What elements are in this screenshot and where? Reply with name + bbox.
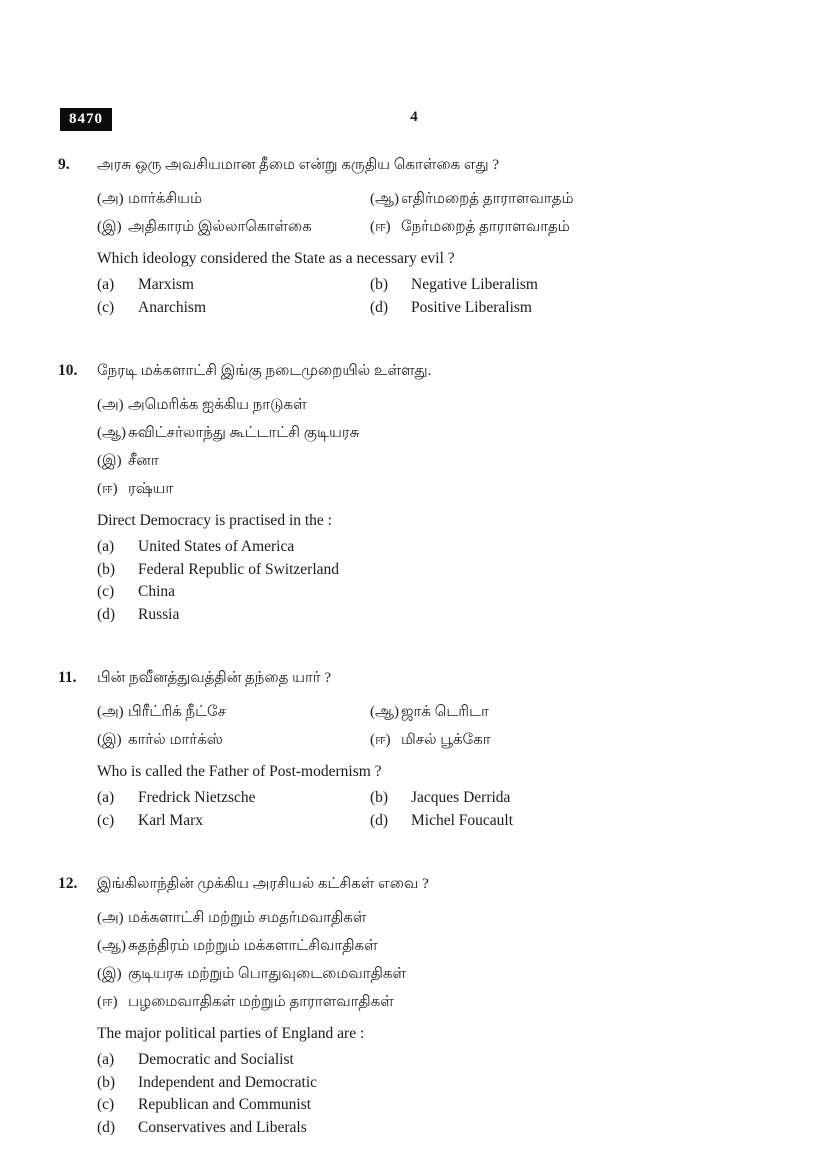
option-label: (b) bbox=[370, 789, 389, 806]
option bbox=[97, 536, 770, 559]
question-body bbox=[97, 154, 770, 319]
option-label: (அ) bbox=[97, 910, 124, 926]
question-number: 11. bbox=[58, 669, 77, 686]
option bbox=[97, 988, 770, 1016]
option-text: Karl Marx bbox=[138, 811, 203, 829]
option-label: (b) bbox=[370, 276, 389, 293]
option bbox=[97, 447, 770, 475]
option bbox=[97, 213, 370, 241]
english-options bbox=[97, 1049, 770, 1139]
tamil-options bbox=[97, 391, 770, 503]
option-label: (ஈ) bbox=[370, 732, 391, 748]
option-label: (d) bbox=[370, 811, 389, 829]
option-text: சுதந்திரம் மற்றும் மக்களாட்சிவாதிகள் bbox=[128, 938, 378, 954]
tamil-options bbox=[97, 698, 770, 754]
page-number: 4 bbox=[410, 109, 418, 125]
option-text: Federal Republic of Switzerland bbox=[138, 560, 340, 578]
option-text: மிசல் பூக்கோ bbox=[401, 732, 491, 748]
question-body bbox=[97, 667, 770, 832]
option bbox=[97, 787, 370, 810]
question-body bbox=[97, 873, 770, 1139]
option-text: United States of America bbox=[138, 538, 295, 555]
option-text: Conservatives and Liberals bbox=[138, 1118, 307, 1136]
english-options bbox=[97, 787, 770, 832]
question-number: 12. bbox=[58, 875, 78, 892]
option-label: (ஆ) bbox=[97, 938, 126, 954]
option bbox=[370, 213, 770, 241]
english-question-text: Direct Democracy is practised in the : bbox=[97, 512, 332, 529]
option bbox=[97, 960, 770, 988]
english-options bbox=[97, 536, 770, 626]
english-options bbox=[97, 274, 770, 319]
question-block-12 bbox=[58, 873, 770, 1139]
tamil-question-text: அரசு ஒரு அவசியமான தீமை என்று கருதிய கொள்கை எது ? bbox=[97, 157, 500, 173]
option-text: Russia bbox=[138, 605, 180, 623]
option-text: எதிர்மறைத் தாராளவாதம் bbox=[401, 191, 574, 207]
option bbox=[97, 185, 370, 213]
english-question-text: Which ideology considered the State as a necessary evil ? bbox=[97, 250, 455, 267]
option-text: Michel Foucault bbox=[411, 811, 514, 829]
option-label: (ஈ) bbox=[97, 481, 118, 497]
option-text: மார்க்சியம் bbox=[128, 191, 203, 207]
option-text: Republican and Communist bbox=[138, 1096, 312, 1113]
option-label: (இ) bbox=[97, 219, 122, 235]
option-label: (ஈ) bbox=[97, 994, 118, 1010]
option-text: அதிகாரம் இல்லாகொள்கை bbox=[128, 219, 312, 235]
option-text: China bbox=[138, 583, 176, 600]
option-text: அமெரிக்க ஐக்கிய நாடுகள் bbox=[128, 397, 307, 413]
option-label: (அ) bbox=[97, 704, 124, 720]
option bbox=[97, 475, 770, 503]
option bbox=[97, 274, 370, 297]
option-text: கார்ல் மார்க்ஸ் bbox=[128, 732, 223, 748]
option-text: மக்களாட்சி மற்றும் சமதர்மவாதிகள் bbox=[128, 910, 367, 926]
option-text: ஜாக் டெரிடா bbox=[401, 704, 489, 720]
option-label: (a) bbox=[97, 1051, 115, 1068]
option-text: சுவிட்சர்லாந்து கூட்டாட்சி குடியரசு bbox=[128, 425, 360, 441]
question-block-9 bbox=[58, 154, 770, 319]
option-label: (ஆ) bbox=[370, 191, 399, 207]
question-body bbox=[97, 360, 770, 626]
option-label: (அ) bbox=[97, 397, 124, 413]
option-label: (ஈ) bbox=[370, 219, 391, 235]
option bbox=[370, 787, 770, 810]
option-label: (ஆ) bbox=[370, 704, 399, 720]
question-number: 9. bbox=[58, 156, 70, 173]
option-text: குடியரசு மற்றும் பொதுவுடைமைவாதிகள் bbox=[128, 966, 407, 982]
option bbox=[97, 726, 370, 754]
option bbox=[97, 932, 770, 960]
question-number: 10. bbox=[58, 362, 78, 379]
option-text: Negative Liberalism bbox=[411, 276, 538, 293]
option-text: பழமைவாதிகள் மற்றும் தாராளவாதிகள் bbox=[128, 994, 394, 1010]
option-text: Jacques Derrida bbox=[411, 789, 511, 806]
option-text: Fredrick Nietzsche bbox=[138, 789, 256, 806]
option-text: Positive Liberalism bbox=[411, 298, 532, 316]
option-label: (a) bbox=[97, 276, 115, 293]
option-text: நேர்மறைத் தாராளவாதம் bbox=[401, 219, 570, 235]
option bbox=[97, 1094, 770, 1117]
option bbox=[97, 581, 770, 604]
option-text: Independent and Democratic bbox=[138, 1073, 318, 1091]
option-label: (d) bbox=[370, 298, 389, 316]
option-label: (c) bbox=[97, 298, 115, 316]
tamil-question-text: பின் நவீனத்துவத்தின் தந்தை யார் ? bbox=[97, 670, 332, 686]
option bbox=[97, 904, 770, 932]
option bbox=[97, 391, 770, 419]
option-text: ரஷ்யா bbox=[128, 481, 174, 497]
option bbox=[370, 810, 770, 833]
option bbox=[370, 297, 770, 320]
tamil-question-text: நேரடி மக்களாட்சி இங்கு நடைமுறையில் உள்ளது. bbox=[97, 363, 432, 379]
option-label: (இ) bbox=[97, 966, 122, 982]
option bbox=[97, 1072, 770, 1095]
option-label: (c) bbox=[97, 1096, 115, 1113]
option bbox=[370, 698, 770, 726]
option-text: Marxism bbox=[138, 276, 194, 293]
option bbox=[370, 185, 770, 213]
option-text: சீனா bbox=[128, 453, 159, 469]
option-label: (c) bbox=[97, 811, 115, 829]
option-label: (b) bbox=[97, 560, 116, 578]
option bbox=[97, 604, 770, 627]
option-text: Democratic and Socialist bbox=[138, 1051, 294, 1068]
option-label: (இ) bbox=[97, 453, 122, 469]
tamil-options bbox=[97, 185, 770, 241]
option bbox=[97, 559, 770, 582]
option bbox=[370, 726, 770, 754]
option-label: (c) bbox=[97, 583, 115, 600]
english-question-text: The major political parties of England are : bbox=[97, 1025, 365, 1042]
tamil-question-text: இங்கிலாந்தின் முக்கிய அரசியல் கட்சிகள் எவை ? bbox=[97, 876, 429, 892]
option-text: Anarchism bbox=[138, 298, 207, 316]
option-label: (a) bbox=[97, 538, 115, 555]
option-label: (b) bbox=[97, 1073, 116, 1091]
option-label: (இ) bbox=[97, 732, 122, 748]
page-header bbox=[58, 108, 770, 132]
option-label: (ஆ) bbox=[97, 425, 126, 441]
option-label: (a) bbox=[97, 789, 115, 806]
option-label: (d) bbox=[97, 605, 116, 623]
paper-code-badge: 8470 bbox=[60, 108, 112, 131]
option bbox=[97, 419, 770, 447]
option bbox=[97, 810, 370, 833]
option-label: (d) bbox=[97, 1118, 116, 1136]
option bbox=[97, 297, 370, 320]
option bbox=[370, 274, 770, 297]
option bbox=[97, 698, 370, 726]
question-block-10 bbox=[58, 360, 770, 626]
option bbox=[97, 1049, 770, 1072]
question-block-11 bbox=[58, 667, 770, 832]
english-question-text: Who is called the Father of Post-modernism ? bbox=[97, 763, 382, 780]
option-text: பிரீட்ரிக் நீட்சே bbox=[128, 704, 227, 720]
option bbox=[97, 1117, 770, 1140]
tamil-options bbox=[97, 904, 770, 1016]
option-label: (அ) bbox=[97, 191, 124, 207]
